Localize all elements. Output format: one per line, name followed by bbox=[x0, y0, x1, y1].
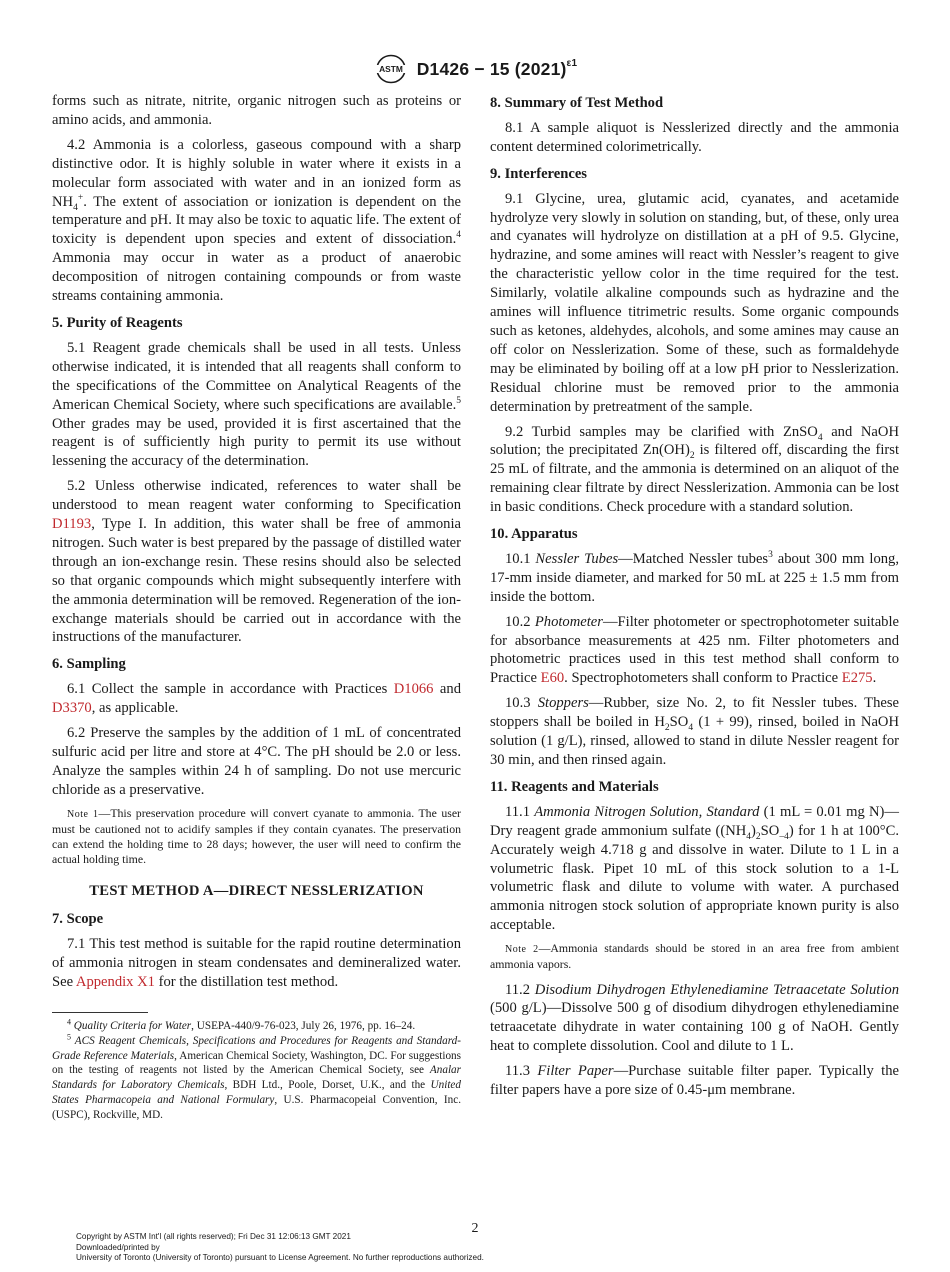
link-d1193[interactable]: D1193 bbox=[52, 516, 92, 533]
paragraph-9-2: 9.2 Turbid samples may be clarified with ZnSO$_4$ and NaOH solution; the precipitated $Zn(OH)_2$ is filtered off, discarding the first 25 mL of filtrate, and the ammonia is determined on an aliquot of the remaining clear filtrate by direct Nesslerization. Ammonia can be lost in basic conditions. Check procedure with a standard solution. bbox=[490, 423, 900, 516]
paragraph-5-1: 5.1 Reagent grade chemicals shall be used in all tests. Unless otherwise indicated, it is intended that all reagents shall conform to the specifications of the Committee on Analytical Reagents of the American Chemical Society, where such specifications are available.$^5$ Other grades may be used, provided it is first ascertained that the reagent is of sufficiently high purity to permit its use without lessening the accuracy of the determination. bbox=[52, 339, 461, 470]
copyright-line: Copyright by ASTM Int'l (all rights reserved); Fri Dec 31 12:06:13 GMT 2021 bbox=[76, 1232, 351, 1241]
footnote-5: $^5$ ACS Reagent Chemicals, Specifications and Procedures for Reagents and Standard-Grade Reference Materials, American Chemical Society, Washington, DC. For suggestions on the testing of reagents not listed by the American Chemical Society, see Analar Standards for Laboratory Chemicals, BDH Ltd., Poole, Dorset, U.K., and the United States Pharmacopeia and National Formulary, U.S. Pharmacopeial Convention, Inc. (USPC), Rockville, MD. bbox=[52, 1032, 461, 1121]
page-header bbox=[0, 54, 950, 89]
copyright-footer bbox=[76, 1232, 484, 1264]
download-line: Downloaded/printed by bbox=[76, 1242, 160, 1252]
section-6-heading: 6. Sampling bbox=[52, 656, 126, 673]
section-5-heading: 5. Purity of Reagents bbox=[52, 314, 183, 331]
paragraph-9-1: 9.1 Glycine, urea, glutamic acid, cyanates, and acetamide hydrolyze very slowly in solution on standing, but, of these, only urea and cyanates will hydrolyze on distillation at a pH of 9.5. Glycine, hydrazine, and some amines will react with Nessler’s reagent to give the characteristic yellow color in the time required for the test. Similarly, volatile alkaline compounds such as hydrazine and the amines will influence titrimetric results. Some organic compounds such as ketones, aldehydes, alcohols, and some amines may cause an off color on Nesslerization. Some of these, such as formaldehyde may be eliminated by boiling off at a low pH prior to Nesslerization. Residual chlorine must be removed prior to the ammonia determination by pretreatment of the sample. bbox=[490, 190, 899, 415]
footnote-divider bbox=[52, 1012, 148, 1013]
paragraph-4-1-continued: forms such as nitrate, nitrite, organic nitrogen such as proteins or amino acids, and ammonia. bbox=[52, 93, 461, 128]
epsilon-superscript: ε1 bbox=[566, 57, 578, 69]
paragraph-8-1: 8.1 A sample aliquot is Nesslerized directly and the ammonia content determined colorimetrically. bbox=[490, 119, 899, 155]
astm-logo-text: ASTM bbox=[378, 64, 403, 75]
section-7-heading: 7. Scope bbox=[52, 911, 104, 928]
license-line: University of Toronto (University of Toronto) pursuant to License Agreement. No further reproductions authorized. bbox=[76, 1253, 484, 1262]
left-column bbox=[52, 92, 461, 1123]
footnote-ref-5: 5 bbox=[456, 395, 461, 406]
paragraph-10-3: 10.3 Stoppers—Rubber, size No. 2, to fit Nessler tubes. These stoppers shall be boiled in $H_2SO_4$ (1 + 99), rinsed, boiled in NaOH solution (1 g/L), rinsed, allowed to stand in dilute Nessler reagent for 30 min, and then rinsed again. bbox=[490, 695, 900, 768]
section-11-heading: 11. Reagents and Materials bbox=[490, 778, 659, 795]
right-column bbox=[490, 92, 899, 1106]
paragraph-11-3: 11.3 Filter Paper—Purchase suitable filter paper. Typically the filter papers have a pore size of 0.45-μm membrane. bbox=[490, 1063, 899, 1099]
standard-designation: D1426 − 15 $(2021)^{\varepsilon 1}$ bbox=[416, 57, 578, 79]
link-d1066[interactable]: D1066 bbox=[393, 681, 434, 698]
footnote-ref-4: 4 bbox=[456, 230, 461, 241]
paragraph-11-2: 11.2 Disodium Dihydrogen Ethylenediamine Tetraacetate Solution (500 g/L)—Dissolve 500 g of disodium dihydrogen ethylenediamine tetraacetate dihydrate in water containing 100 g of NaOH. Gently heat to complete dissolution. Cool and dilute to 1 L. bbox=[490, 981, 900, 1055]
paragraph-10-1: 10.1 Nessler Tubes—Matched Nessler tubes$^3$ about 300 mm long, 17-mm inside diameter, and marked for 50 mL at 225 ± 1.5 mm from inside the bottom. bbox=[490, 550, 899, 605]
footnote-4: $^4$ Quality Criteria for Water, USEPA-440/9-76-023, July 26, 1976, pp. 16–24. bbox=[67, 1017, 416, 1033]
page-number: 2 bbox=[471, 1221, 479, 1236]
link-e60[interactable]: E60 bbox=[540, 670, 565, 687]
paragraph-10-2: 10.2 Photometer—Filter photometer or spectrophotometer suitable for absorbance measurements at 425 nm. Filter photometers and photometric practices used in this test method shall conform to Practice E60. Spectrophotometers shall conform to Practice E275. bbox=[490, 613, 900, 687]
paragraph-6-1: 6.1 Collect the sample in accordance with Practices D1066 and D3370, as applicable. bbox=[52, 681, 461, 717]
link-d3370[interactable]: D3370 bbox=[52, 700, 92, 717]
section-9-heading: 9. Interferences bbox=[490, 165, 587, 182]
section-8-heading: 8. Summary of Test Method bbox=[490, 95, 664, 111]
test-method-a-heading: TEST METHOD A—DIRECT NESSLERIZATION bbox=[89, 882, 424, 899]
note-1: Note 1—This preservation procedure will convert cyanate to ammonia. The user must be cautioned not to acidify samples if they contain cyanates. The preservation can extend the holding time to 28 days; however, the user will need to confirm the actual holding time. bbox=[52, 805, 461, 867]
paragraph-4-2: 4.2 Ammonia is a colorless, gaseous compound with a sharp distinctive odor. It is highly soluble in water where it exists in a molecular form associated with water and in an ionized form as $NH_4^+$. The extent of association or ionization is dependent on the temperature and pH. It may also be toxic to aquatic life. The extent of toxicity is dependent upon species and extent of dissociation.$^4$ Ammonia may occur in water as a product of anaerobic decomposition of nitrogen containing compounds or from waste streams containing ammonia. bbox=[52, 136, 461, 305]
footnote-ref-3: 3 bbox=[768, 550, 773, 561]
paragraph-7-1: 7.1 This test method is suitable for the rapid routine determination of ammonia nitrogen in steam condensates and demineralized water. See Appendix X1 for the distillation test method. bbox=[52, 936, 461, 991]
paragraph-5-2: 5.2 Unless otherwise indicated, references to water shall be understood to mean reagent water conforming to Specification D1193, Type I. In addition, this water shall be free of ammonia nitrogen. Such water is best prepared by the passage of distilled water through an ion-exchange resin. These resins should also be selected so that organic compounds which might subsequently interfere with the ammonia determination will be removed. Regeneration of the ion-exchange materials should be carried out in accordance with the instructions of the manufacturer. bbox=[52, 478, 461, 646]
note-2: Note 2—Ammonia standards should be stored in an area free from ambient ammonia vapors. bbox=[490, 941, 899, 972]
link-e275[interactable]: E275 bbox=[841, 670, 873, 687]
paragraph-11-1: 11.1 Ammonia Nitrogen Solution, Standard (1 mL = 0.01 mg N)—Dry reagent grade ammonium sulfate $((NH_4)_2SO_{-4})$ for 1 h at 100°C. Accurately weigh 4.718 g and dissolve in water. Dilute to 1 L in a volumetric flask. Pipet 10 mL of this stock solution to a 1-L volumetric flask and dilute to volume with water. A purchased ammonia nitrogen stock solution of appropriate known purity is also acceptable. bbox=[490, 803, 900, 934]
link-appendix-x1[interactable]: Appendix X1 bbox=[75, 974, 155, 991]
paragraph-6-2: 6.2 Preserve the samples by the addition of 1 mL of concentrated sulfuric acid per litre and store at 4°C. The pH should be 2.0 or less. Analyze the samples within 24 h of sampling. Do not use mercuric chloride as a preservative. bbox=[52, 725, 461, 798]
section-10-heading: 10. Apparatus bbox=[490, 526, 578, 543]
astm-logo-icon bbox=[373, 54, 409, 84]
